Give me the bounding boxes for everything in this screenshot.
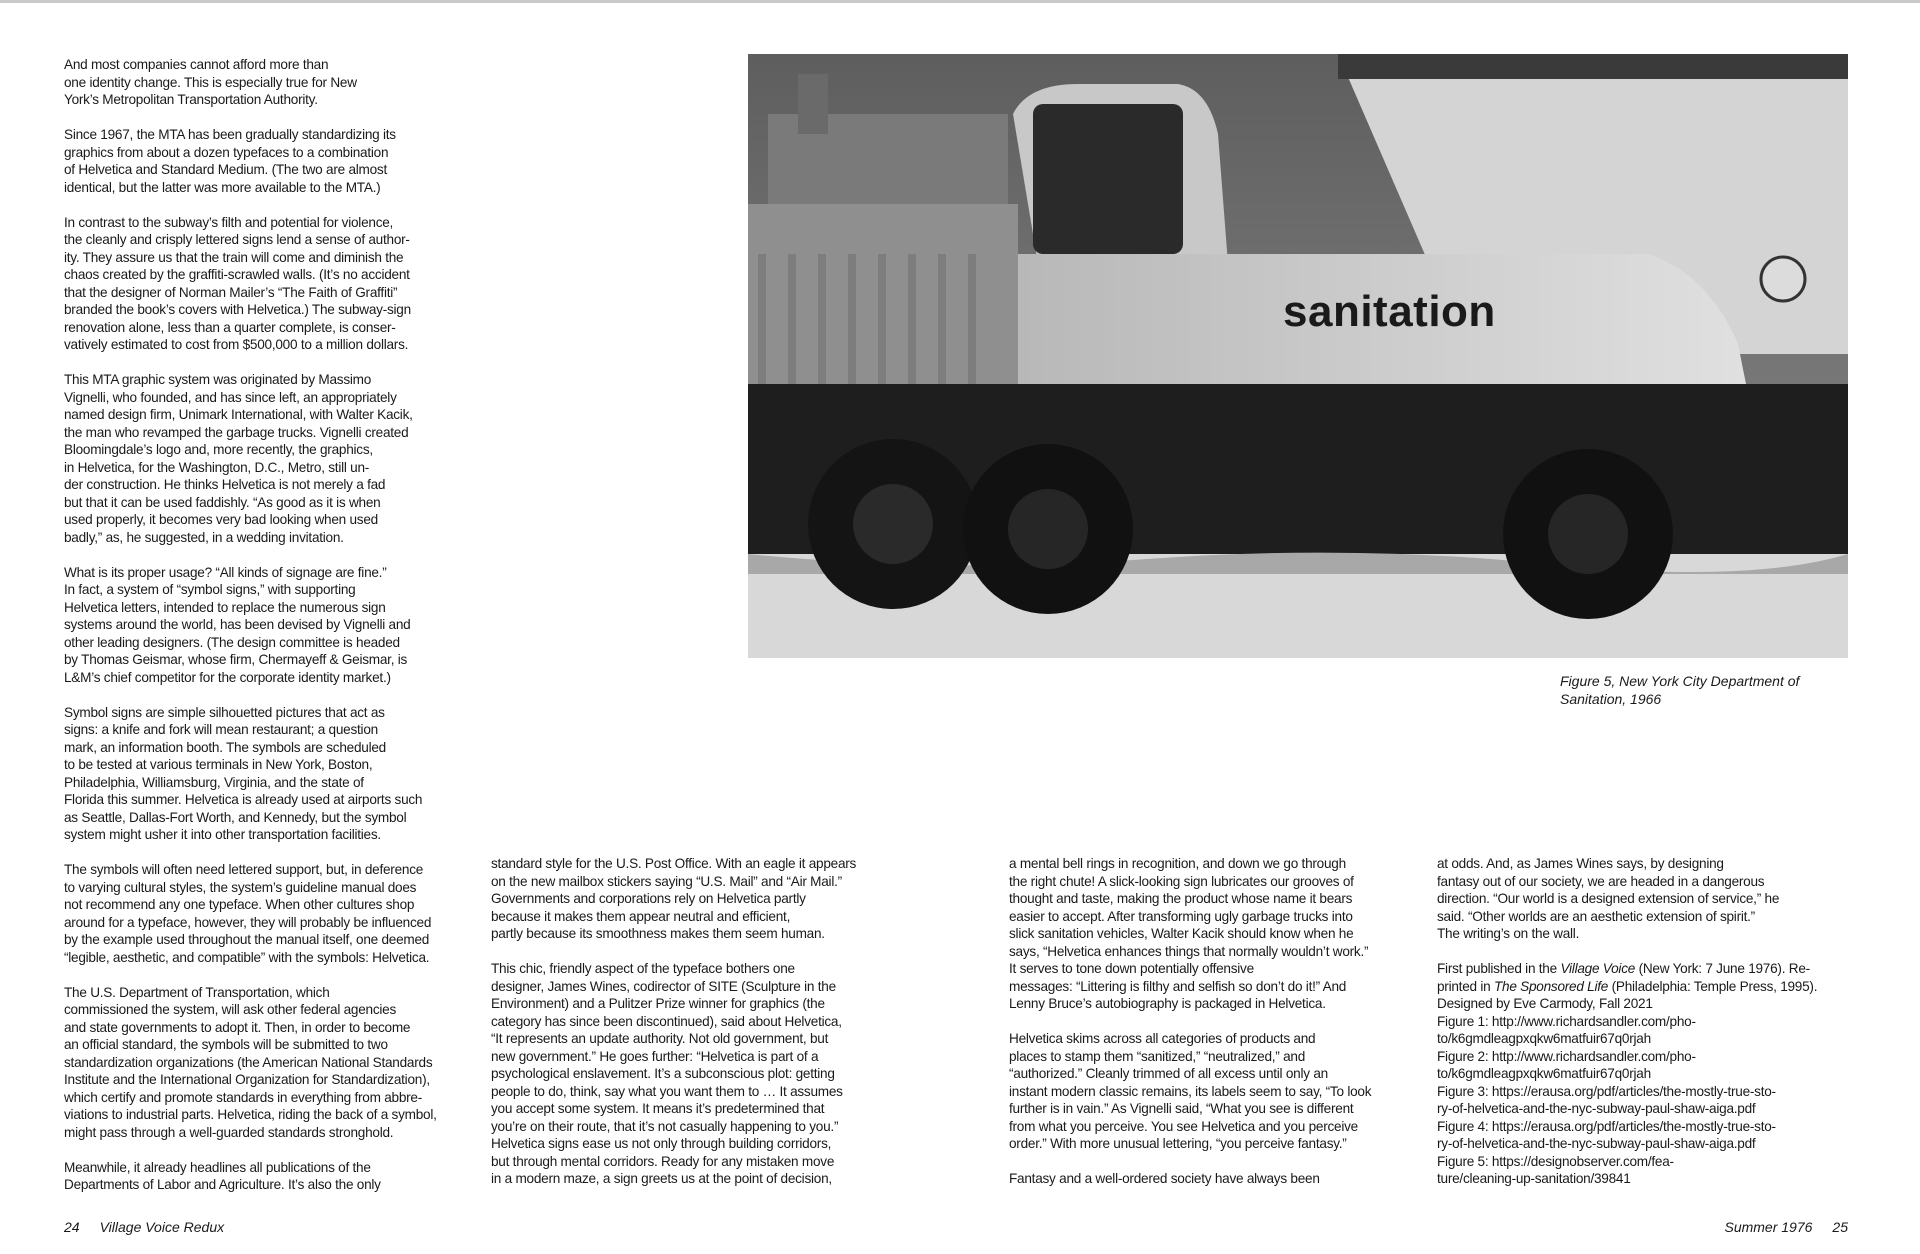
paragraph: And most companies cannot afford more than one identity change. This is especially true for New York’s Metropolitan Transportation Authority. bbox=[64, 57, 357, 107]
paragraph: a mental bell rings in recognition, and down we go through the right chute! A slick-looking sign lubricates our grooves of thought and taste, making the product whose name it bears easier to accept. After transforming ugly garbage trucks into slick sanitation vehicles, Walter Kacik should know when he says, “Helvetica enhances things that normally wouldn’t work.” It serves to tone down potentially offensive messages: “Littering is filthy and selfish so don’t do it!” And Lenny Bruce’s autobiography is packaged in Helvetica. bbox=[1009, 856, 1369, 1011]
paragraph: Symbol signs are simple silhouetted pictures that act as signs: a knife and fork will mean restaurant; a question mark, an information booth. The symbols are scheduled to be tested at various terminals in New York, Boston, Philadelphia, Williamsburg, Virginia, and the state of Florida this summer. Helvetica is already used at airports such as Seattle, Dallas-Fort Worth, and Kennedy, but the symbol system might usher it into other transportation facilities. bbox=[64, 704, 423, 842]
pub-mid: (New York: 7 June 1976). Re- printed in bbox=[1437, 961, 1810, 994]
truck-lettering: sanitation bbox=[1283, 287, 1496, 336]
text-column-3 bbox=[1009, 855, 1419, 1188]
sanitation-truck-photo bbox=[748, 54, 1848, 658]
paragraph: What is its proper usage? “All kinds of signage are fine.” In fact, a system of “symbol signs,” with supporting Helvetica letters, intended to replace the numerous sign systems around the world, has been devised by Vignelli and other leading designers. (The design committee is headed by Thomas Geismar, whose firm, Chermayeff & Geismar, is L&M’s chief competitor for the corporate identity market.) bbox=[64, 564, 411, 685]
paragraph: standard style for the U.S. Post Office. With an eagle it appears on the new mailbox stickers saying “U.S. Mail” and “Air Mail.” Governments and corporations rely on Helvetica partly because it makes them appear neutral and efficient, partly because its smoothness makes them seem human. bbox=[491, 856, 857, 941]
text-column-4 bbox=[1437, 855, 1847, 1188]
paragraph: In contrast to the subway’s filth and potential for violence, the cleanly and crisply lettered signs lend a sense of author- ity. They assure us that the train will come and diminish the chaos created by the graffiti-scrawled walls. (It’s no accident that the designer of Norman Mailer’s “The Faith of Graffiti” branded the book’s covers with Helvetica.) The subway-sign renovation alone, less than a quarter complete, is conser- vatively estimated to cost from $500,000 to a million dollars. bbox=[64, 214, 411, 352]
paragraph: Meanwhile, it already headlines all publications of the Departments of Labor and Agriculture. It’s also the only bbox=[64, 1159, 381, 1192]
publication-note bbox=[1437, 960, 1847, 1188]
pub-suffix: (Philadelphia: Temple Press, 1995). bbox=[1608, 978, 1818, 994]
paragraph: The symbols will often need lettered support, but, in deference to varying cultural styles, the system’s guideline manual does not recommend any one typeface. When other cultures shop around for a typeface, however, they will probably be influenced by the example used throughout the manual itself, one deemed “legible, aesthetic, and compatible” with the symbols: Helvetica. bbox=[64, 862, 432, 965]
paragraph: Fantasy and a well-ordered society have always been bbox=[1009, 1171, 1320, 1186]
pub-title-sponsored-life: The Sponsored Life bbox=[1493, 978, 1609, 994]
footer-right bbox=[1724, 1219, 1848, 1235]
paragraph: This chic, friendly aspect of the typeface bothers one designer, James Wines, codirector of SITE (Sculpture in the Environment) and a Pulitzer Prize winner for graphics (the category has since been discontinued), said about Helvetica, “It represents an update authority. Not old government, but new government.” He goes further: “Helvetica is part of a psychological enslavement. It’s a subconscious plot: getting people to do, think, say what you want them to … It assumes you accept some system. It means it’s predetermined that you’re on their route, that it’s not casually happening to you.” Helvetica signs ease us not only through building corridors, but through mental corridors. Ready for any mistaken move in a modern maze, a sign greets us at the point of decision, bbox=[491, 961, 843, 1186]
page-number-right: 25 bbox=[1832, 1219, 1848, 1235]
figure-credits: Designed by Eve Carmody, Fall 2021 Figure 1: http://www.richardsandler.com/pho- to/k6gmdleagpxqkw6matfuir67q0rjah Figure 2: http://www.richardsandler.com/pho- to/k6gmdleagpxqkw6matfuir67q0rjah Figure 3: https://erausa.org/pdf/articles/the-mostly-true-sto- ry-of-helvetica-and-the-nyc-subway-paul-shaw-aiga.pdf Figure 4: https://erausa.org/pdf/articles/the-mostly-true-sto- ry-of-helvetica-and-the-nyc-subway-paul-shaw-aiga.pdf Figure 5: https://designobserver.com/fea- ture/cleaning-up-sanitation/39841 bbox=[1437, 996, 1776, 1186]
figure-caption bbox=[1560, 672, 1850, 708]
paragraph: Since 1967, the MTA has been gradually standardizing its graphics from about a dozen typefaces to a combination of Helvetica and Standard Medium. (The two are almost identical, but the latter was more available to the MTA.) bbox=[64, 127, 396, 195]
publication-title: Village Voice Redux bbox=[99, 1219, 225, 1235]
paragraph: Helvetica skims across all categories of products and places to stamp them “sanitized,” “neutralized,” and “authorized.” Cleanly trimmed of all excess until only an instant modern classic remains, its labels seem to say, “To look further is in vain.” As Vignelli said, “What you see is different from what you perceive. You see Helvetica and you perceive order.” With more unusual lettering, “you perceive fantasy.” bbox=[1009, 1031, 1372, 1151]
text-column-1 bbox=[64, 56, 474, 1194]
paragraph: This MTA graphic system was originated by Massimo Vignelli, who founded, and has since left, an appropriately named design firm, Unimark International, with Walter Kacik, the man who revamped the garbage trucks. Vignelli created Bloomingdale’s logo and, more recently, the graphics, in Helvetica, for the Washington, D.C., Metro, still un- der construction. He thinks Helvetica is not merely a fad but that it can be used faddishly. “As good as it is when used properly, it becomes very bad looking when used badly,” as, he suggested, in a wedding invitation. bbox=[64, 372, 413, 545]
page-number-left: 24 bbox=[64, 1219, 80, 1235]
paragraph: The U.S. Department of Transportation, which commissioned the system, will ask other federal agencies and state governments to adopt it. Then, in order to become an official standard, the symbols will be submitted to two standardization organizations (the American National Standards Institute and the International Organization for Standardization), which certify and promote standards in everything from abbre- viations to industrial parts. Helvetica, riding the back of a symbol, might pass through a well-guarded standards stronghold. bbox=[64, 984, 437, 1140]
paragraph: at odds. And, as James Wines says, by designing fantasy out of our society, we are headed in a dangerous direction. “Our world is a designed extension of service,” he said. “Other worlds are an aesthetic extension of spirit.” The writing’s on the wall. bbox=[1437, 856, 1780, 941]
caption-text: Figure 5, New York City Department of Sanitation, 1966 bbox=[1560, 673, 1800, 707]
text-column-2 bbox=[491, 855, 901, 1188]
top-border bbox=[0, 0, 1920, 3]
pub-title-village-voice: Village Voice bbox=[1560, 961, 1636, 976]
issue-date: Summer 1976 bbox=[1724, 1219, 1813, 1235]
footer-left bbox=[64, 1219, 224, 1235]
pub-prefix: First published in the bbox=[1437, 961, 1561, 976]
